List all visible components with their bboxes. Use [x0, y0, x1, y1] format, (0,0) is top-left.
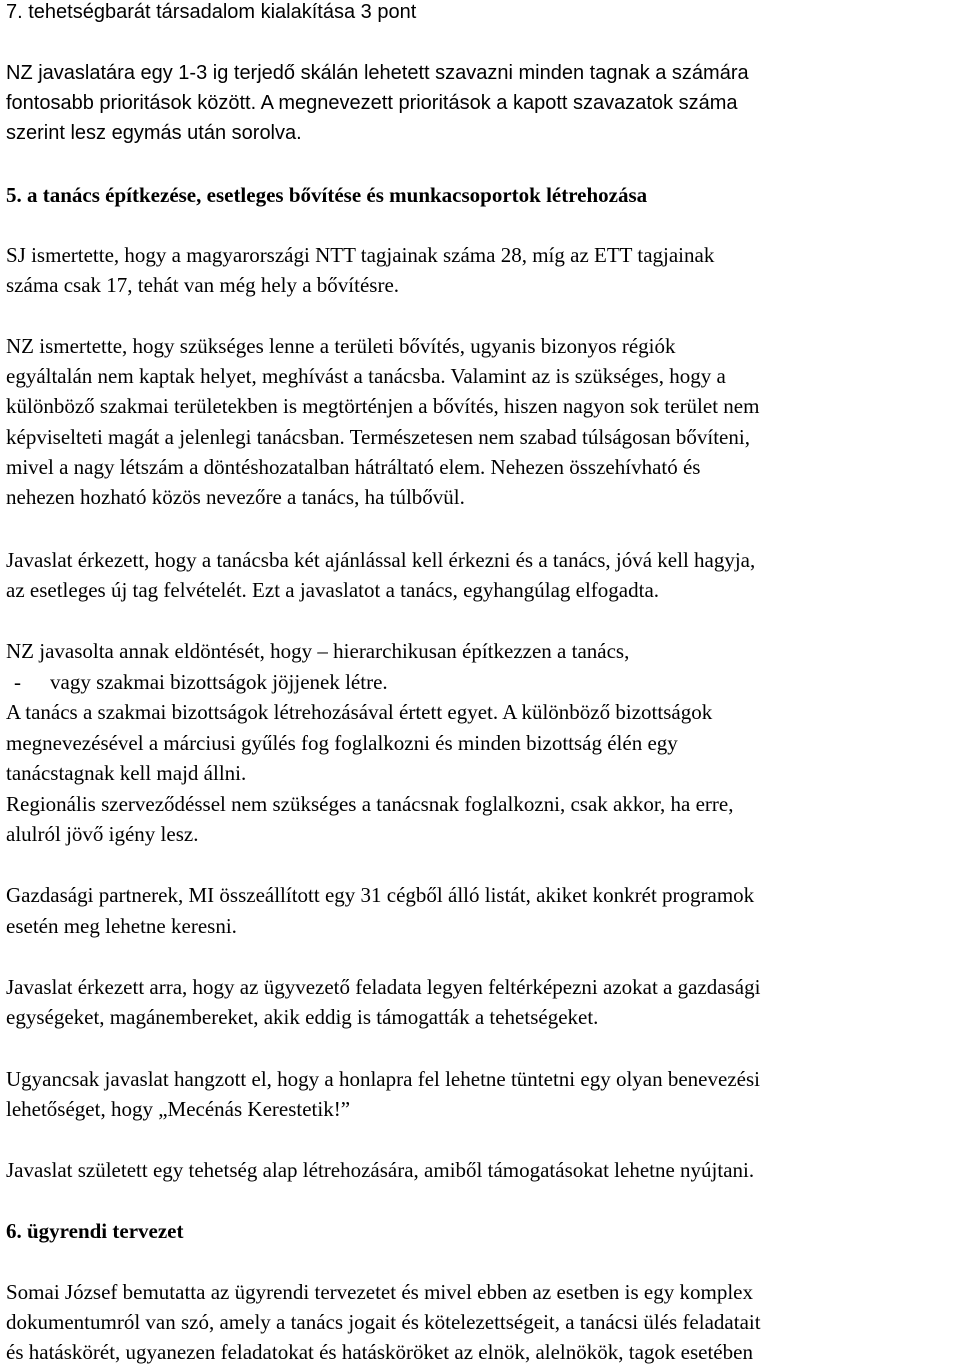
- paragraph-line: és hatáskörét, ugyanezen feladatokat és hatásköröket az elnök, alelnökök, tagok esetében: [6, 1340, 753, 1364]
- section-6-heading: 6. ügyrendi tervezet: [6, 1219, 184, 1243]
- paragraph-line: szerint lesz egymás után sorolva.: [6, 122, 302, 144]
- list-dash-marker: -: [14, 670, 21, 694]
- paragraph-line: száma csak 17, tehát van még hely a bővítésre.: [6, 273, 400, 297]
- paragraph-line: alulról jövő igény lesz.: [6, 822, 199, 846]
- paragraph-line: egyáltalán nem kaptak helyet, meghívást a tanácsba. Valamint az is szükséges, hogy a: [6, 364, 726, 388]
- paragraph-line: Ugyancsak javaslat hangzott el, hogy a honlapra fel lehetne tüntetni egy olyan benevezési: [6, 1067, 760, 1091]
- paragraph-line: SJ ismertette, hogy a magyarországi NTT tagjainak száma 28, míg az ETT tagjainak: [6, 243, 715, 267]
- paragraph-line: az esetleges új tag felvételét. Ezt a javaslatot a tanács, egyhangúlag elfogadta.: [6, 578, 660, 602]
- section-5-heading: 5. a tanács építkezése, esetleges bővítése és munkacsoportok létrehozása: [6, 183, 648, 207]
- paragraph-line: lehetőséget, hogy „Mecénás Kerestetik!”: [6, 1097, 351, 1121]
- paragraph-line: tanácstagnak kell majd állni.: [6, 761, 247, 785]
- list-item: [6, 667, 388, 697]
- paragraph-line: Somai József bemutatta az ügyrendi tervezetet és mivel ebben az esetben is egy komplex: [6, 1280, 753, 1304]
- paragraph-line: fontosabb prioritások között. A megnevezett prioritások a kapott szavazatok száma: [6, 92, 738, 114]
- paragraph-line: különböző szakmai területekben is megtörténjen a bővítés, hiszen nagyon sok terület nem: [6, 394, 760, 418]
- paragraph-line: NZ javaslatára egy 1-3 ig terjedő skálán lehetett szavazni minden tagnak a számára: [6, 62, 749, 84]
- list-item-text: vagy szakmai bizottságok jöjjenek létre.: [50, 670, 388, 694]
- section-7-heading: 7. tehetségbarát társadalom kialakítása 3 pont: [6, 1, 417, 23]
- paragraph-line: Javaslat született egy tehetség alap létrehozására, amiből támogatásokat lehetne nyújtani.: [6, 1158, 755, 1182]
- paragraph-line: NZ javasolta annak eldöntését, hogy – hierarchikusan építkezzen a tanács,: [6, 639, 630, 663]
- paragraph-line: Javaslat érkezett, hogy a tanácsba két ajánlással kell érkezni és a tanács, jóvá kell hagyja,: [6, 548, 756, 572]
- paragraph-line: A tanács a szakmai bizottságok létrehozásával értett egyet. A különböző bizottságok: [6, 700, 713, 724]
- paragraph-line: egységeket, magánembereket, akik eddig is támogatták a tehetségeket.: [6, 1005, 599, 1029]
- paragraph-line: Gazdasági partnerek, MI összeállított egy 31 cégből álló listát, akiket konkrét programok: [6, 883, 755, 907]
- paragraph-line: megnevezésével a márciusi gyűlés fog foglalkozni és minden bizottság élén egy: [6, 731, 678, 755]
- paragraph-line: Regionális szerveződéssel nem szükséges a tanácsnak foglalkozni, csak akkor, ha erre,: [6, 792, 734, 816]
- paragraph-line: nehezen hozható közös nevezőre a tanács, ha túlbővül.: [6, 485, 465, 509]
- paragraph-line: esetén meg lehetne keresni.: [6, 914, 237, 938]
- paragraph-line: dokumentumról van szó, amely a tanács jogait és kötelezettségeit, a tanácsi ülés feladatait: [6, 1310, 761, 1334]
- paragraph-line: képviselteti magát a jelenlegi tanácsban. Természetesen nem szabad túlságosan bővíteni,: [6, 425, 750, 449]
- paragraph-line: mivel a nagy létszám a döntéshozatalban hátráltató elem. Nehezen összehívható és: [6, 455, 701, 479]
- paragraph-line: NZ ismertette, hogy szükséges lenne a területi bővítés, ugyanis bizonyos régiók: [6, 334, 676, 358]
- paragraph-line: Javaslat érkezett arra, hogy az ügyvezető feladata legyen feltérképezni azokat a gazdasági: [6, 975, 761, 999]
